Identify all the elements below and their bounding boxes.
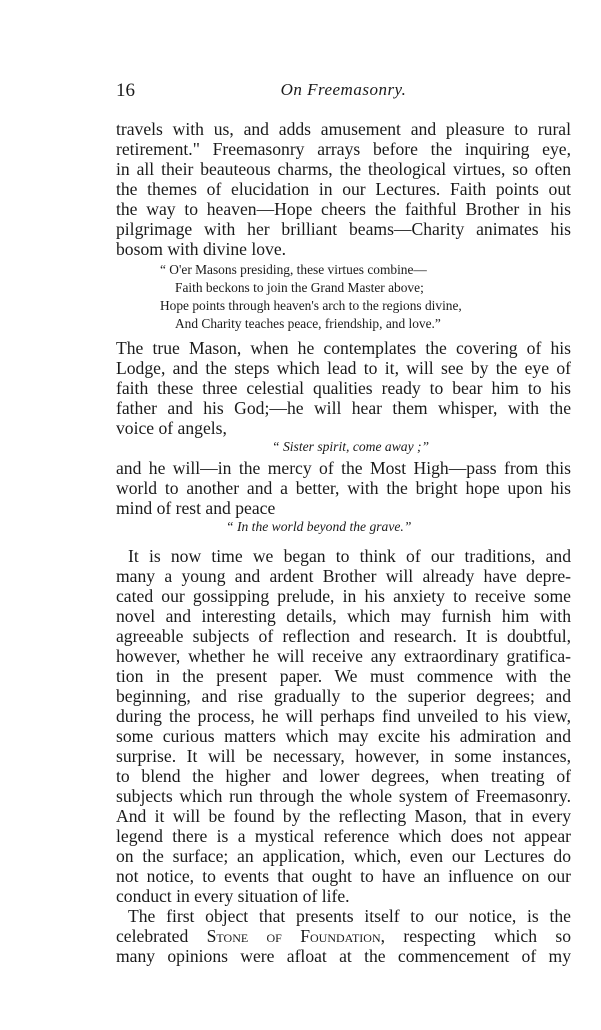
paragraph-1-line: the themes of elucidation in our Lectures. Faith points out	[116, 179, 571, 199]
verse-line: Faith beckons to join the Grand Master above;	[175, 280, 424, 295]
paragraph-1-line: the way to heaven—Hope cheers the faithful Brother in his	[116, 199, 571, 219]
paragraph-2-line: voice of angels,	[116, 418, 227, 438]
paragraph-4-line: And it will be found by the reflecting Mason, that in every	[116, 806, 571, 826]
paragraph-2-line: father and his God;—he will hear them whisper, with the	[116, 398, 571, 418]
paragraph-4-line: beginning, and rise gradually to the superior degrees; and	[116, 686, 571, 706]
page-header	[116, 80, 571, 104]
paragraph-2-line: Lodge, and the steps which lead to it, will see by the eye of	[116, 358, 571, 378]
paragraph-2-line: faith these three celestial qualities ready to bear him to his	[116, 378, 571, 398]
verse-line: And Charity teaches peace, friendship, and love.”	[175, 316, 441, 331]
stone-of-foundation-term: Stone of Foundation,	[206, 926, 386, 946]
paragraph-1-line: bosom with divine love.	[116, 239, 287, 259]
paragraph-4-line: legend there is a mystical reference which does not appear	[116, 826, 571, 846]
paragraph-5-line: The first object that presents itself to our notice, is the	[128, 906, 571, 926]
paragraph-5-text: respecting which so	[385, 926, 571, 946]
paragraph-3-line: world to another and a better, with the bright hope upon his	[116, 478, 571, 498]
paragraph-4-line: to blend the higher and lower degrees, when treating of	[116, 766, 571, 786]
paragraph-1-line: in all their beauteous charms, the theological virtues, so often	[116, 159, 571, 179]
paragraph-4-line: It is now time we began to think of our traditions, and	[128, 546, 571, 566]
paragraph-4-line: some curious matters which may excite his admiration and	[116, 726, 571, 746]
verse-line: “ O'er Masons presiding, these virtues combine—	[160, 262, 427, 277]
paragraph-1-line: pilgrimage with her brilliant beams—Charity animates his	[116, 219, 571, 239]
paragraph-4-line: surprise. It will be necessary, however, in some instances,	[116, 746, 571, 766]
paragraph-4-line: on the surface; an application, which, even our Lectures do	[116, 846, 571, 866]
paragraph-4-line: not notice, to events that ought to have an influence on our	[116, 866, 571, 886]
paragraph-4-line: subjects which run through the whole system of Freemasonry.	[116, 786, 571, 806]
paragraph-4-line: conduct in every situation of life.	[116, 886, 350, 906]
paragraph-4-line: tion in the present paper. We must commence with the	[116, 666, 571, 686]
paragraph-5-line	[116, 926, 571, 946]
paragraph-1-line: travels with us, and adds amusement and pleasure to rural	[116, 119, 571, 139]
paragraph-4-line: during the process, he will perhaps find unveiled to his view,	[116, 706, 571, 726]
paragraph-4-line: many a young and ardent Brother will already have depre-	[116, 566, 571, 586]
paragraph-4-line: however, whether he will receive any extraordinary gratifica-	[116, 646, 571, 666]
verse-line: Hope points through heaven's arch to the regions divine,	[160, 298, 462, 313]
paragraph-3-line: mind of rest and peace	[116, 498, 276, 518]
paragraph-4-line: novel and interesting details, which may furnish him with	[116, 606, 571, 626]
paragraph-5-text: celebrated	[116, 926, 207, 946]
quotation: “ Sister spirit, come away ;”	[272, 439, 430, 454]
paragraph-3-line: and he will—in the mercy of the Most High—pass from this	[116, 458, 571, 478]
running-title: On Freemasonry.	[280, 80, 407, 99]
paragraph-4-line: agreeable subjects of reflection and research. It is doubtful,	[116, 626, 571, 646]
paragraph-5-line: many opinions were afloat at the commencement of my	[116, 946, 571, 966]
page-number: 16	[116, 80, 135, 101]
paragraph-4-line: cated our gossipping prelude, in his anxiety to receive some	[116, 586, 571, 606]
quotation: “ In the world beyond the grave.”	[226, 519, 412, 534]
paragraph-1-line: retirement." Freemasonry arrays before the inquiring eye,	[116, 139, 571, 159]
paragraph-2-line: The true Mason, when he contemplates the covering of his	[116, 338, 571, 358]
